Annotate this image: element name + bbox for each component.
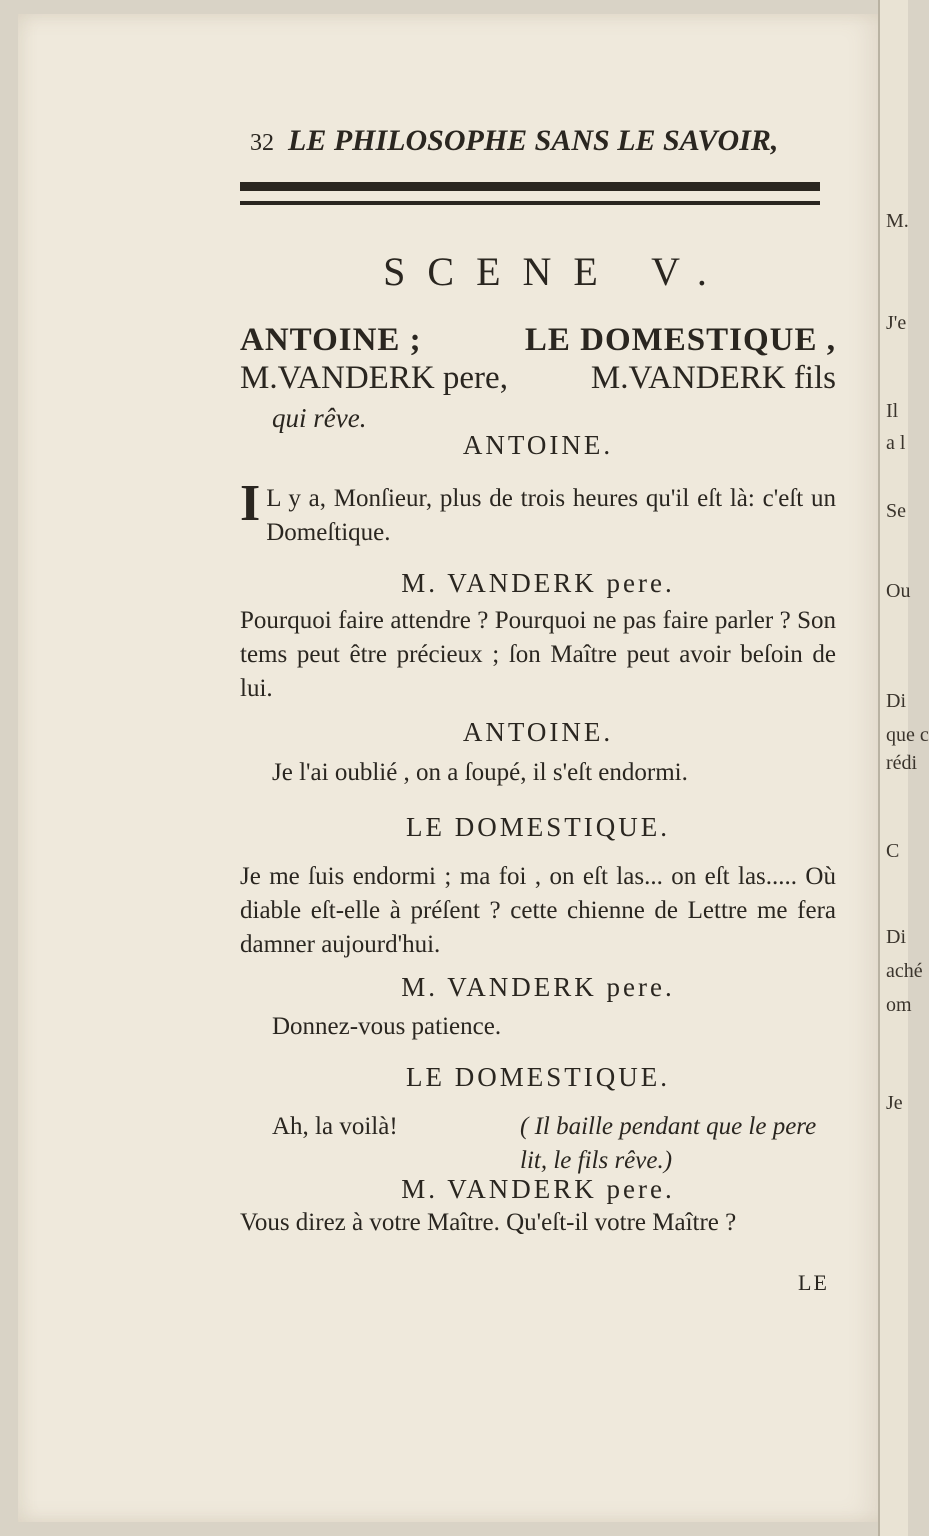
scene-title: SCENE V. [383,249,729,294]
facing-fragment: rédi [886,752,918,774]
header-rule-thick [240,182,820,191]
speech-7: Vous direz à votre Maître. Qu'eſt-il votre Maître ? [240,1209,737,1236]
speech-5: Donnez-vous patience. [272,1013,502,1040]
facing-fragment: aché [886,960,923,982]
facing-fragment: om [886,994,912,1016]
facing-fragment: que c [886,724,929,746]
running-head [250,124,850,158]
speaker-6: LE DOMESTIQUE. [406,1062,670,1092]
header-rule-thin [240,201,820,205]
drop-cap: I [240,475,261,532]
facing-fragment: Ou [886,580,911,602]
facing-fragment: Se [886,500,906,522]
speech-6: Ah, la voilà! [272,1113,398,1140]
cast-vanderk-pere: M.VANDERK pere, [240,360,508,396]
running-title: LE PHILOSOPHE SANS LE SAVOIR, [288,124,779,157]
cast-vanderk-fils: M.VANDERK fils [590,360,836,396]
facing-fragment: J'e [886,312,907,334]
facing-fragment: a l [886,432,906,454]
speech-1-text: L y a, Monſieur, plus de trois heures qu'il eſt là: c'eſt un Domeſtique. [266,485,836,546]
speech-3: Je l'ai oublié , on a ſoupé, il s'eſt endormi. [272,759,688,786]
facing-fragment: Je [886,1092,903,1114]
facing-fragment: Di [886,690,906,712]
cast-line-3: qui rêve. [272,403,367,433]
cast-domestique: LE DOMESTIQUE , [524,322,836,358]
speaker-7: M. VANDERK pere. [401,1174,675,1204]
speech-1 [240,475,836,550]
speaker-4: LE DOMESTIQUE. [406,812,670,842]
catchword: LE [798,1270,829,1295]
page-number: 32 [250,130,274,156]
speech-4: Je me ſuis endormi ; ma foi , on eſt las... on eſt las..... Où diable eſt-elle à préſent ? cette chienne de Lettre me fera damner aujourd'hui. [240,863,836,958]
facing-fragment: C [886,840,900,862]
speaker-2: M. VANDERK pere. [401,568,675,598]
cast-line-2 [240,360,836,397]
cast-line-1 [240,322,836,359]
speaker-3: ANTOINE. [462,717,614,747]
speaker-1: ANTOINE. [462,430,614,460]
speech-2: Pourquoi faire attendre ? Pourquoi ne pas faire parler ? Son tems peut être précieux ; ſon Maître peut avoir beſoin de lui. [240,607,836,702]
facing-fragment: Il [886,400,899,422]
facing-fragment: M. [886,210,909,232]
facing-page-edge [878,0,929,1536]
speaker-5: M. VANDERK pere. [401,972,675,1002]
cast-antoine: ANTOINE ; [240,322,422,358]
facing-fragment: Di [886,926,906,948]
stage-direction: ( Il baille pendant que le pere lit, le fils rêve.) [520,1113,817,1174]
